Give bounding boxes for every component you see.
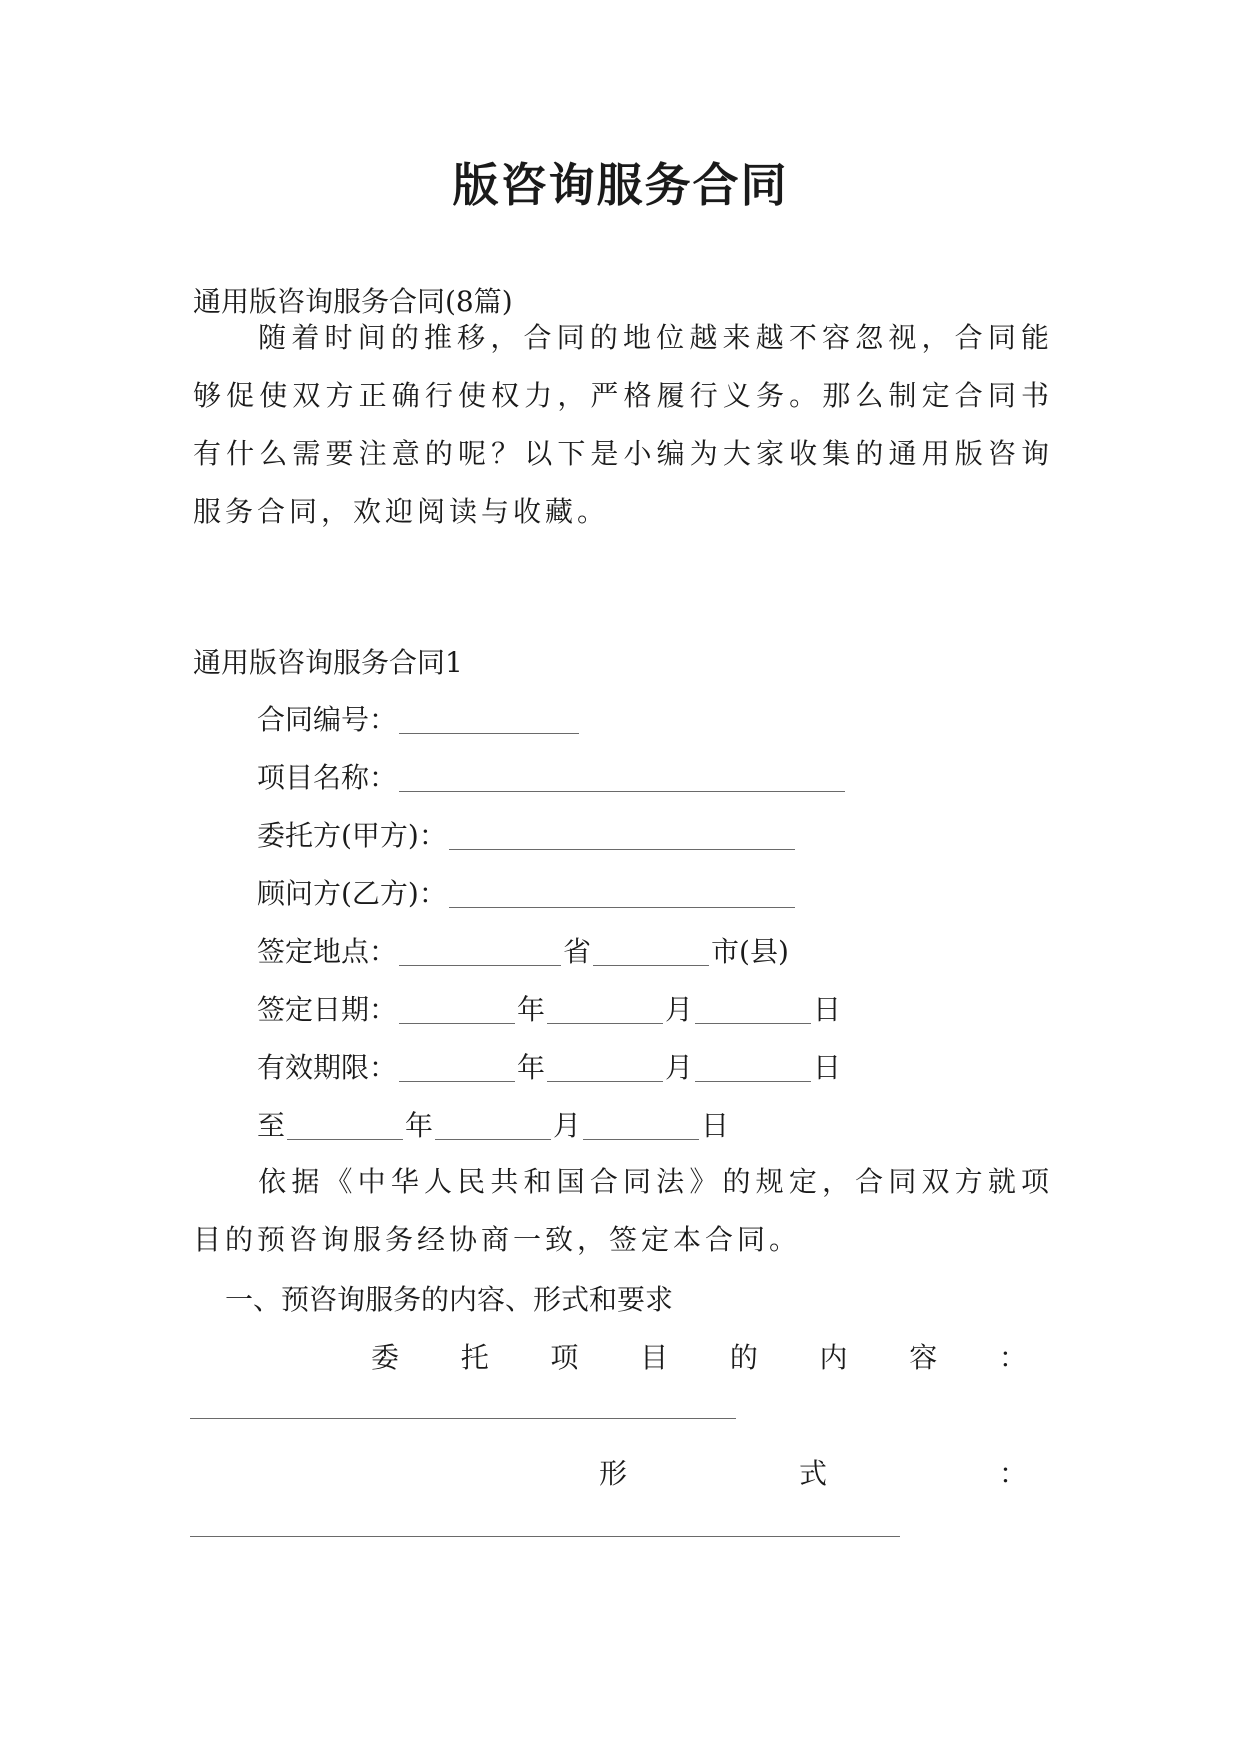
commission-char: ： bbox=[998, 1341, 1027, 1374]
consultant-blank bbox=[449, 875, 795, 908]
basis-text: 依据《中华人民共和国合同法》的规定，合同双方就项目的预咨询服务经协商一致，签定本合同。 bbox=[193, 1165, 1053, 1256]
city-label: 市(县) bbox=[711, 935, 789, 968]
sign-year-label: 年 bbox=[517, 993, 546, 1026]
commission-content-blank bbox=[190, 1418, 736, 1419]
commission-char: 目 bbox=[640, 1341, 669, 1374]
form-row bbox=[599, 1454, 1027, 1494]
valid-month-label: 月 bbox=[665, 1051, 694, 1084]
intro-text: 随着时间的推移，合同的地位越来越不容忽视，合同能够促使双方正确行使权力，严格履行义务。那么制定合同书有什么需要注意的呢？以下是小编为大家收集的通用版咨询服务合同，欢迎阅读与收藏。 bbox=[193, 321, 1053, 528]
form-blank bbox=[190, 1536, 900, 1537]
city-blank bbox=[593, 933, 709, 966]
province-label: 省 bbox=[563, 935, 592, 968]
client-blank bbox=[449, 817, 795, 850]
sign-month-label: 月 bbox=[665, 993, 694, 1026]
sign-year-blank bbox=[399, 991, 515, 1024]
valid-period-row bbox=[257, 1048, 841, 1088]
until-row bbox=[257, 1106, 729, 1146]
until-year-blank bbox=[287, 1107, 403, 1140]
valid-day-label: 日 bbox=[813, 1051, 842, 1084]
consultant-label: 顾问方(乙方)： bbox=[257, 877, 447, 910]
sign-month-blank bbox=[547, 991, 663, 1024]
basis-paragraph bbox=[193, 1153, 1053, 1269]
clause-heading: 一、预咨询服务的内容、形式和要求 bbox=[225, 1283, 674, 1316]
sign-place-label: 签定地点： bbox=[257, 935, 398, 968]
until-month-blank bbox=[435, 1107, 551, 1140]
project-name-blank bbox=[399, 759, 845, 792]
client-label: 委托方(甲方)： bbox=[257, 819, 447, 852]
document-subtitle: 通用版咨询服务合同(8篇) bbox=[193, 285, 513, 318]
valid-year-blank bbox=[399, 1049, 515, 1082]
commission-char: 容 bbox=[909, 1341, 938, 1374]
valid-day-blank bbox=[695, 1049, 811, 1082]
section-heading: 通用版咨询服务合同1 bbox=[193, 646, 463, 679]
sign-day-blank bbox=[695, 991, 811, 1024]
valid-year-label: 年 bbox=[517, 1051, 546, 1084]
sign-place-row bbox=[257, 932, 789, 972]
contract-number-row bbox=[257, 700, 581, 740]
project-name-row bbox=[257, 758, 847, 798]
commission-char: 项 bbox=[550, 1341, 579, 1374]
client-row bbox=[257, 816, 797, 856]
document-title: 版咨询服务合同 bbox=[452, 158, 789, 212]
contract-number-label: 合同编号： bbox=[257, 703, 398, 736]
commission-char: 的 bbox=[729, 1341, 758, 1374]
until-month-label: 月 bbox=[553, 1109, 582, 1142]
sign-day-label: 日 bbox=[813, 993, 842, 1026]
valid-period-label: 有效期限： bbox=[257, 1051, 398, 1084]
sign-date-label: 签定日期： bbox=[257, 993, 398, 1026]
sign-date-row bbox=[257, 990, 841, 1030]
form-char: ： bbox=[998, 1457, 1027, 1490]
until-label: 至 bbox=[257, 1109, 286, 1142]
commission-char: 委 bbox=[371, 1341, 400, 1374]
commission-char: 托 bbox=[460, 1341, 489, 1374]
until-year-label: 年 bbox=[405, 1109, 434, 1142]
form-char: 形 bbox=[599, 1457, 628, 1490]
intro-paragraph bbox=[193, 309, 1053, 541]
until-day-blank bbox=[583, 1107, 699, 1140]
until-day-label: 日 bbox=[701, 1109, 730, 1142]
valid-month-blank bbox=[547, 1049, 663, 1082]
province-blank bbox=[399, 933, 561, 966]
commission-content-row bbox=[371, 1338, 1027, 1378]
project-name-label: 项目名称： bbox=[257, 761, 398, 794]
contract-number-blank bbox=[399, 701, 579, 734]
commission-char: 内 bbox=[819, 1341, 848, 1374]
form-char: 式 bbox=[798, 1457, 827, 1490]
consultant-row bbox=[257, 874, 797, 914]
